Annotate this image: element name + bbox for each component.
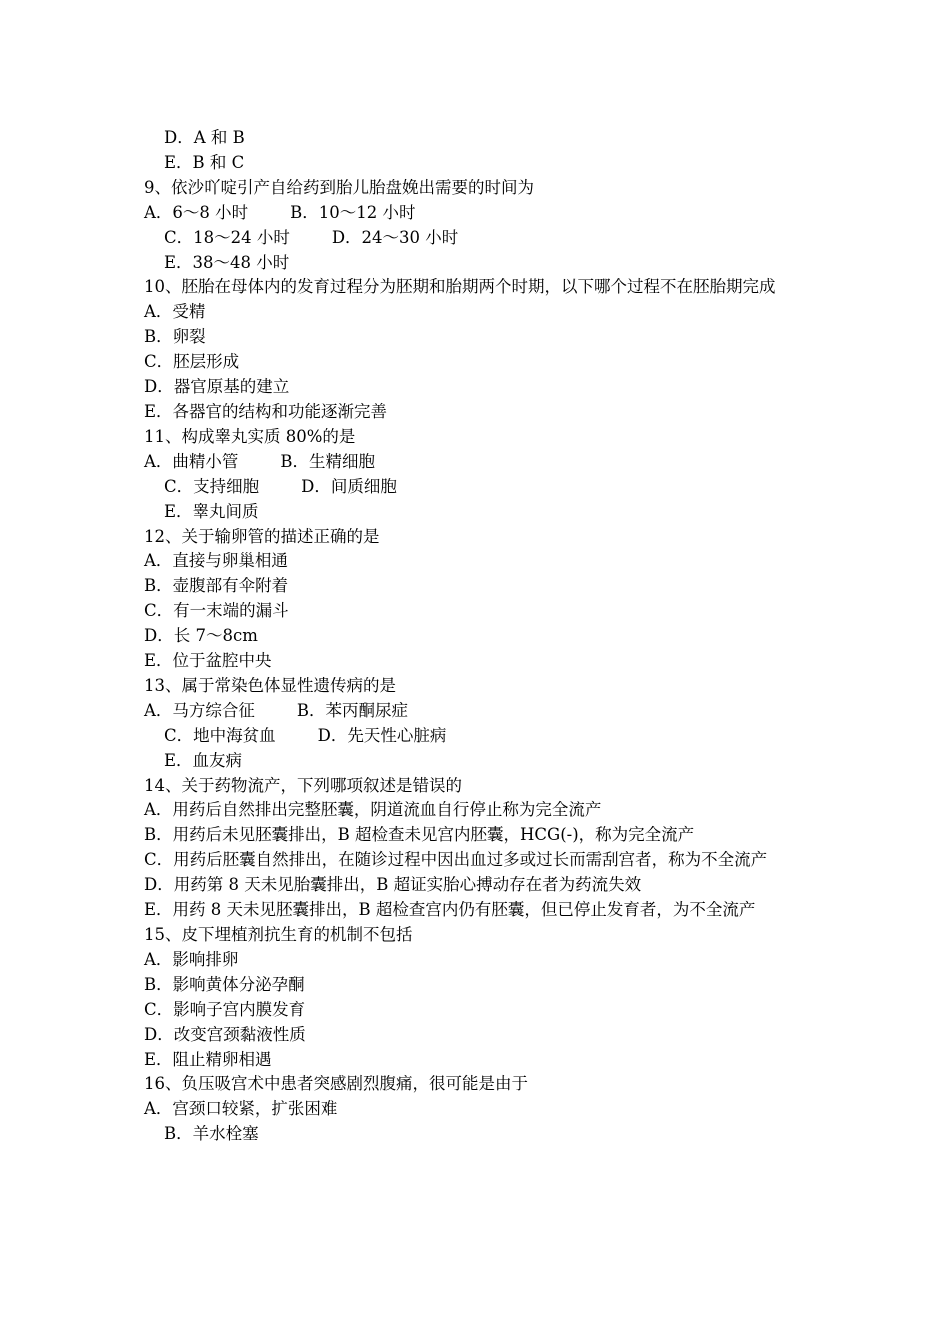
text-line: 13、属于常染色体显性遗传病的是: [144, 675, 396, 695]
text-line: A．曲精小管 B．生精细胞: [144, 451, 375, 471]
text-line: B．用药后未见胚囊排出，B 超检查未见宫内胚囊，HCG(-)，称为完全流产: [144, 825, 695, 845]
text-line: E．B 和 C: [164, 152, 245, 172]
text-line: C．影响子宫内膜发育: [144, 999, 306, 1019]
text-line: 15、皮下埋植剂抗生育的机制不包括: [144, 925, 413, 944]
text-line: B．卵裂: [144, 327, 206, 347]
text-line: E．睾丸间质: [164, 501, 259, 521]
text-line: D．改变宫颈黏液性质: [144, 1024, 306, 1044]
text-line: E．阻止精卵相遇: [144, 1049, 272, 1069]
text-line: 9、依沙吖啶引产自给药到胎儿胎盘娩出需要的时间为: [144, 177, 534, 197]
text-line: A．影响排卵: [144, 949, 239, 969]
text-line: B．影响黄体分泌孕酮: [144, 974, 305, 994]
text-line: 16、负压吸宫术中患者突感剧烈腹痛，很可能是由于: [144, 1074, 528, 1094]
text-line: B．壶腹部有伞附着: [144, 576, 289, 596]
text-line: A．宫颈口较紧，扩张困难: [144, 1099, 338, 1119]
text-line: D．用药第 8 天未见胎囊排出，B 超证实胎心搏动存在者为药流失效: [144, 875, 642, 895]
text-line: A．受精: [144, 302, 206, 322]
text-line: E．用药 8 天未见胚囊排出，B 超检查宫内仍有胚囊，但已停止发育者，为不全流产: [144, 900, 756, 920]
text-line: 11、构成睾丸实质 80%的是: [144, 426, 356, 446]
text-line: E．血友病: [164, 750, 243, 770]
text-line: C．地中海贫血 D．先天性心脏病: [164, 725, 447, 745]
text-line: E．位于盆腔中央: [144, 651, 272, 671]
text-line: A．马方综合征 B．苯丙酮尿症: [144, 700, 408, 720]
text-line: A．6～8 小时 B．10～12 小时: [144, 202, 416, 222]
text-line: D．A 和 B: [164, 128, 245, 147]
document-page: [144, 126, 814, 1147]
text-line: A．用药后自然排出完整胚囊，阴道流血自行停止称为完全流产: [144, 800, 602, 820]
text-line: E．各器官的结构和功能逐渐完善: [144, 401, 388, 421]
text-line: A．直接与卵巢相通: [144, 551, 288, 571]
text-line: C．胚层形成: [144, 352, 240, 372]
text-line: E．38～48 小时: [164, 252, 290, 272]
text-line: C．有一末端的漏斗: [144, 601, 289, 621]
text-line: C．支持细胞 D．间质细胞: [164, 476, 397, 496]
text-line: D．长 7～8cm: [144, 626, 258, 646]
text-line: D．器官原基的建立: [144, 377, 290, 397]
text-line: 12、关于输卵管的描述正确的是: [144, 526, 380, 546]
text-line: C．18～24 小时 D．24～30 小时: [164, 227, 459, 247]
text-line: B．羊水栓塞: [164, 1124, 259, 1144]
text-line: C．用药后胚囊自然排出，在随诊过程中因出血过多或过长而需刮宫者，称为不全流产: [144, 850, 768, 870]
text-line: 14、关于药物流产，下列哪项叙述是错误的: [144, 775, 462, 795]
text-line: 10、胚胎在母体内的发育过程分为胚期和胎期两个时期，以下哪个过程不在胚胎期完成: [144, 277, 776, 297]
